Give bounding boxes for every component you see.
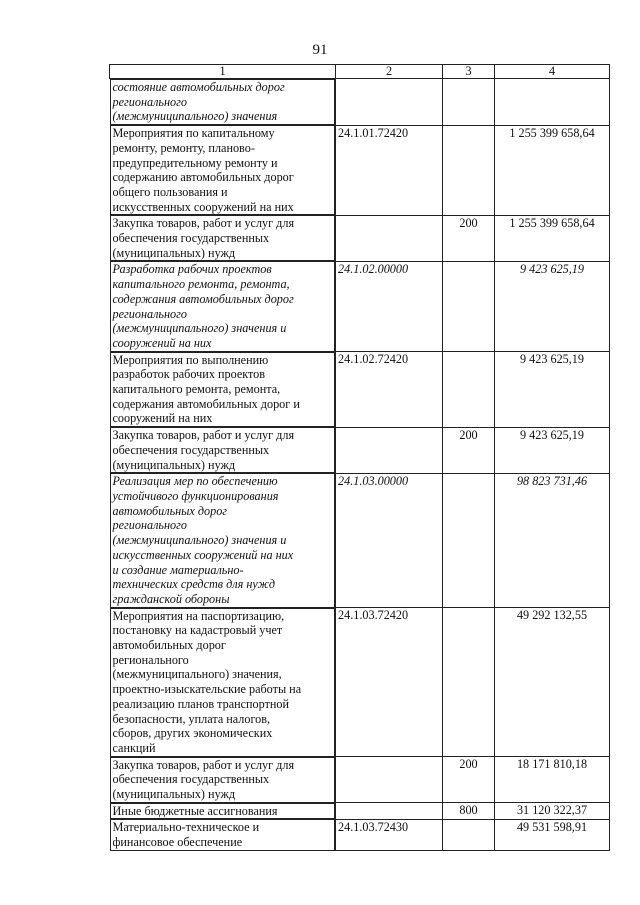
- row-expense-type-cell: [443, 352, 495, 428]
- row-expense-type-cell: [443, 757, 495, 803]
- row-code-text: 24.1.03.72430: [338, 819, 409, 834]
- row-code-text: 24.1.02.00000: [338, 261, 409, 276]
- row-amount-cell: [495, 819, 610, 850]
- row-name-text: Иные бюджетные ассигнования: [112, 803, 278, 818]
- row-code-cell: [336, 261, 443, 351]
- row-code-text: 24.1.03.00000: [338, 473, 409, 488]
- row-amount-text: 98 823 731,46: [516, 473, 588, 488]
- row-name-text: Закупка товаров, работ и услуг для обеспечения государственных (муниципальных) нужд: [112, 757, 295, 802]
- row-amount-text: 49 531 598,91: [516, 819, 588, 834]
- row-code-cell: [336, 125, 443, 215]
- row-expense-type-cell: [443, 427, 495, 473]
- row-name-cell: [110, 803, 336, 820]
- row-amount-cell: [495, 125, 610, 215]
- row-name-text: Закупка товаров, работ и услуг для обеспечения государственных (муниципальных) нужд: [112, 428, 295, 472]
- page-number: 91: [312, 42, 328, 58]
- row-name-cell: [110, 215, 336, 261]
- row-expense-type-text: 800: [459, 803, 478, 818]
- row-amount-text: 9 423 625,19: [520, 261, 584, 276]
- row-expense-type-cell: [443, 261, 495, 351]
- row-expense-type-cell: [443, 79, 495, 126]
- row-expense-type-text: 200: [459, 427, 478, 442]
- table-row: [110, 473, 610, 607]
- row-name-text: состояние автомобильных дорог регионального (межмуниципального) значения: [112, 80, 285, 124]
- row-amount-cell: [495, 608, 610, 757]
- row-name-text: Мероприятия по капитальному ремонту, ремонту, планово- предупредительному ремонту и содержанию автомобильных дорог общего пользования и искусственных сооружений на них: [112, 126, 294, 214]
- budget-table: [109, 64, 610, 851]
- column-header-4: 4: [495, 65, 610, 79]
- row-code-cell: [336, 803, 443, 820]
- row-code-text: 24.1.03.72420: [338, 608, 409, 623]
- row-amount-text: 31 120 322,37: [516, 803, 588, 818]
- table-row: [110, 79, 610, 126]
- column-header-1: 1: [110, 65, 336, 79]
- row-amount-text: 9 423 625,19: [520, 427, 584, 442]
- row-expense-type-cell: [443, 803, 495, 820]
- row-amount-cell: [495, 261, 610, 351]
- table-row: [110, 125, 610, 215]
- row-name-cell: [110, 352, 336, 428]
- row-amount-text: 18 171 810,18: [516, 757, 588, 772]
- row-name-text: Закупка товаров, работ и услуг для обеспечения государственных (муниципальных) нужд: [112, 216, 295, 260]
- row-expense-type-cell: [443, 215, 495, 261]
- row-code-cell: [336, 427, 443, 473]
- table-header-row: [110, 65, 610, 79]
- row-amount-cell: [495, 79, 610, 126]
- row-name-cell: [110, 261, 336, 351]
- row-name-cell: [110, 125, 336, 215]
- row-expense-type-cell: [443, 125, 495, 215]
- row-name-cell: [110, 608, 336, 757]
- row-amount-cell: [495, 757, 610, 803]
- table-row: [110, 819, 610, 850]
- row-name-text: Мероприятия по выполнению разработок рабочих проектов капитального ремонта, ремонта, содержания автомобильных дорог и сооружений на них: [112, 352, 300, 426]
- row-expense-type-cell: [443, 608, 495, 757]
- row-name-text: Мероприятия на паспортизацию, постановку на кадастровый учет автомобильных дорог регионального (межмуниципального) значения, проектно-изыскательские работы на реализацию планов транспортной безопасности, уплата налогов, сборов, других экономических санкций: [112, 608, 302, 755]
- row-name-text: Реализация мер по обеспечению устойчивого функционирования автомобильных дорог регионального (межмуниципального) значения и искусственных сооружений на них и создание материально- технических средств для нужд гражданской обороны: [112, 474, 294, 606]
- table-row: [110, 608, 610, 757]
- row-name-text: Материально-техническое и финансовое обеспечение: [112, 820, 260, 850]
- row-amount-cell: [495, 352, 610, 428]
- row-code-cell: [336, 215, 443, 261]
- row-amount-cell: [495, 215, 610, 261]
- row-amount-text: 1 255 399 658,64: [509, 125, 595, 140]
- row-amount-text: 9 423 625,19: [520, 352, 584, 367]
- row-code-cell: [336, 79, 443, 126]
- row-name-cell: [110, 757, 336, 803]
- table-row: [110, 261, 610, 351]
- row-name-text: Разработка рабочих проектов капитального ремонта, ремонта, содержания автомобильных дорог регионального (межмуниципального) значения и сооружений на них: [112, 262, 294, 350]
- row-code-cell: [336, 757, 443, 803]
- table-row: [110, 427, 610, 473]
- row-expense-type-text: 200: [459, 215, 478, 230]
- row-amount-cell: [495, 427, 610, 473]
- table-row: [110, 215, 610, 261]
- row-expense-type-text: 200: [459, 757, 478, 772]
- row-name-cell: [110, 819, 336, 850]
- row-amount-text: 1 255 399 658,64: [509, 215, 595, 230]
- table-row: [110, 757, 610, 803]
- row-code-cell: [336, 473, 443, 607]
- row-amount-cell: [495, 803, 610, 820]
- table-row: [110, 803, 610, 820]
- row-code-cell: [336, 608, 443, 757]
- table-row: [110, 352, 610, 428]
- row-code-cell: [336, 352, 443, 428]
- row-code-cell: [336, 819, 443, 850]
- row-amount-text: 49 292 132,55: [516, 608, 588, 623]
- column-header-3: 3: [443, 65, 495, 79]
- row-code-text: 24.1.01.72420: [338, 125, 409, 140]
- column-header-2: 2: [336, 65, 443, 79]
- row-name-cell: [110, 79, 336, 125]
- row-name-cell: [110, 427, 336, 473]
- row-name-cell: [110, 473, 336, 607]
- row-code-text: 24.1.02.72420: [338, 352, 409, 367]
- row-amount-cell: [495, 473, 610, 607]
- row-expense-type-cell: [443, 819, 495, 850]
- row-expense-type-cell: [443, 473, 495, 607]
